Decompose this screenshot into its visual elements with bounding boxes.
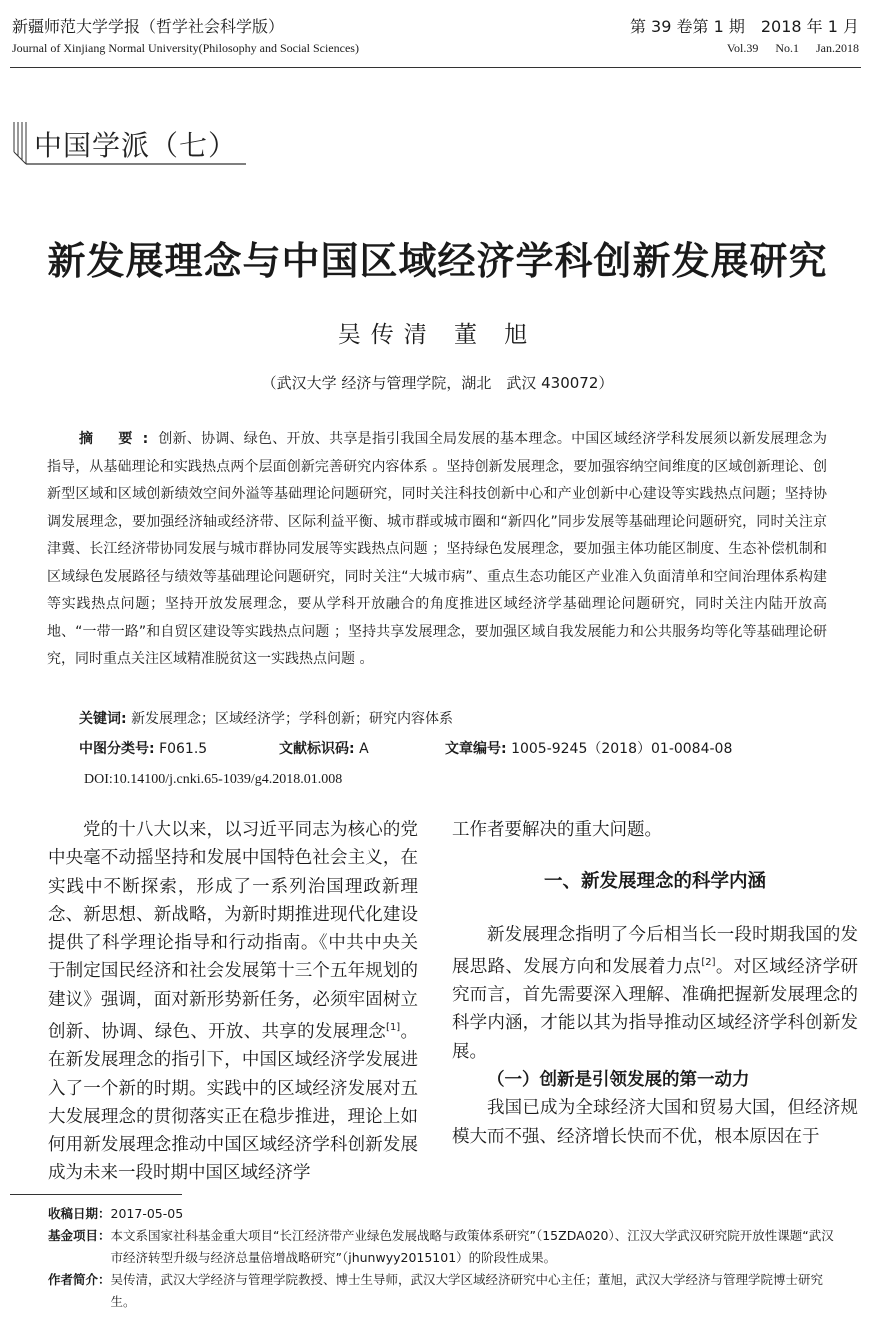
clc-code: 中图分类号: F061.5 [79,741,208,757]
document-code: 文献标识码: A [279,741,369,757]
keywords-text: 新发展理念；区域经济学；学科创新；研究内容体系 [131,711,454,727]
section-heading: 一、新发展理念的科学内涵 [543,871,766,893]
issue-info-en: Vol.39 No.1 Jan.2018 [726,41,859,55]
header-divider [10,67,861,68]
footnote-received: 收稿日期： 2017-05-05 [48,1206,184,1221]
journal-title-en: Journal of Xinjiang Normal University(Philosophy and Social Sciences) [12,41,359,55]
issue-info-cn: 第 39 卷第 1 期 2018 年 1 月 [629,17,859,36]
subsection-heading: （一）创新是引领发展的第一动力 [487,1069,750,1090]
authors: 吴传清 董 旭 [337,322,538,348]
article-title: 新发展理念与中国区域经济学科创新发展研究 [47,238,828,283]
abstract [47,426,827,674]
citation: [2] [701,956,716,968]
article-number: 文章编号: 1005-9245（2018）01-0084-08 [445,741,733,757]
body-paragraph: 党的十八大以来，以习近平同志为核心的党中央毫不动摇坚持和发展中国特色社会主义，在实践中不断探索，形成了一系列治国理政新理念、新思想、新战略，为新时期推进现代化建设提供了科学理论指导和行动指南。《中共中央关于制定国民经济和社会发展第十三个五年规划的建议》强调，面对新形势新任务，必须牢固树立创新、协调、绿色、开放、共享的发展理念[1]。在新发展理念的指引下，中国区域经济学发展进入了一个新的时期。实践中的区域经济发展对五大发展理念的贯彻落实正在稳步推进，理论上如何用新发展理念推动中国区域经济学科创新发展成为未来一段时期中国区域经济学 [48,820,419,1184]
body-column-left [48,816,418,1188]
section-tag-label: 中国学派（七） [34,129,238,162]
body-paragraph: 新发展理念指明了今后相当长一段时期我国的发展思路、发展方向和发展着力点[2]。对区域经济学研究而言，首先需要深入理解、准确把握新发展理念的科学内涵，才能以其为指导推动区域经济学科创新发展。 [452,924,859,1062]
affiliation: （武汉大学 经济与管理学院，湖北 武汉 430072） [261,374,614,392]
body-column-right [452,816,858,1151]
abstract-label: 摘 要: [79,431,159,447]
doi: DOI:10.14100/j.cnki.65-1039/g4.2018.01.008 [84,772,343,787]
citation: [1] [386,1022,401,1034]
keywords-label: 关键词: [79,711,127,727]
footnote-divider [10,1194,182,1195]
journal-title-cn: 新疆师范大学学报（哲学社会科学版） [12,17,285,36]
body-paragraph: 我国已成为全球经济大国和贸易大国，但经济规模大而不强、经济增长快而不优，根本原因在于 [452,1098,858,1147]
footnotes [48,1203,838,1313]
abstract-text: 创新、协调、绿色、开放、共享是指引我国全局发展的基本理念。中国区域经济学科发展须以新发展理念为指导，从基础理论和实践热点两个层面创新完善研究内容体系 。坚持创新发展理念，要加强容纳空间维度的区域创新理论、创新型区域和区域创新绩效空间外溢等基础理论问题研究，同时关注科技创新中心和产业创新中心建设等实践热点问题；坚持协调发展理念，要加强经济轴或经济带、区际利益平衡、城市群或城市圈和“新四化”同步发展等基础理论问题研究，同时关注京津冀、长江经济带协同发展与城市群协同发展等实践热点问题 ；坚持绿色发展理念，要加强主体功能区制度、生态补偿机制和区域绿色发展路径与绩效等基础理论问题研究，同时关注“大城市病”、重点生态功能区产业准入负面清单和空间治理体系构建等实践热点问题；坚持开放发展理念，要从学科开放融合的角度推进区域经济学基础理论问题研究，同时关注内陆开放高地、“一带一路”和自贸区建设等实践热点问题 ；坚持共享发展理念，要加强区域自我发展能力和公共服务均等化等基础理论研究，同时重点关注区域精准脱贫这一实践热点问题 。 [47,431,827,667]
footnote-authors: 作者简介： 吴传清，武汉大学经济与管理学院教授、博士生导师，武汉大学区域经济研究中心主任；董旭，武汉大学经济与管理学院博士研究生。 [48,1272,824,1309]
body-paragraph-continued: 工作者要解决的重大问题。 [452,820,662,840]
section-tag [10,116,250,168]
keywords [79,708,453,728]
footnote-funding: 基金项目： 本文系国家社科基金重大项目“长江经济带产业绿色发展战略与政策体系研究”（15ZDA020）、江汉大学武汉研究院开放性课题“武汉市经济转型升级与经济总量倍增战略研究”（jhunwyy2015101）的阶段性成果。 [48,1228,834,1265]
